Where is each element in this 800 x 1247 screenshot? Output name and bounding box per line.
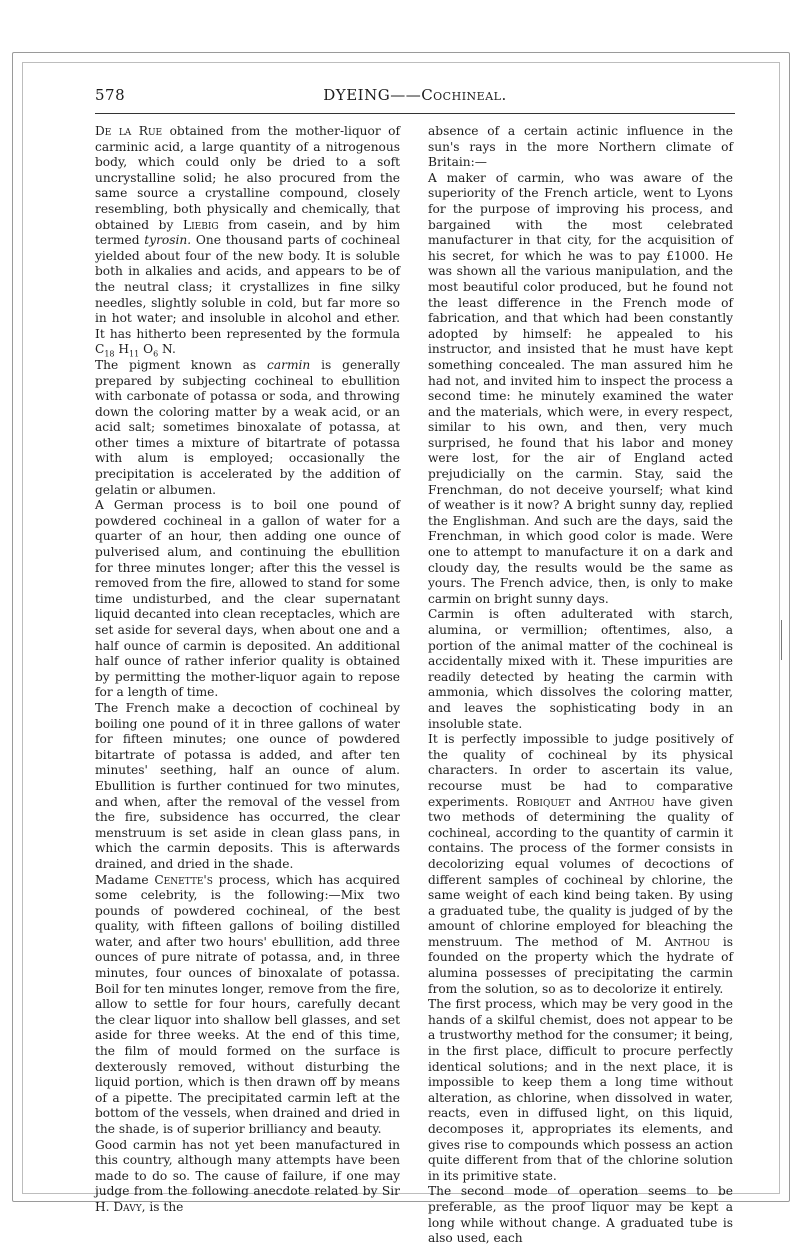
paragraph-good-carmin <box>95 1138 400 1216</box>
page-header <box>95 86 735 112</box>
formula-subscript: 18 <box>104 349 115 359</box>
text-run: The pigment known as <box>95 357 268 372</box>
text-run: It is perfectly impossible to judge positively of the quality of cochineal by its physical characters. In order to ascertain its value, recourse must be had to comparative experiments. <box>428 732 733 809</box>
paragraph-carmin-pigment <box>95 358 400 498</box>
author-name: Anthou <box>609 794 655 809</box>
paragraph-continuation: absence of a certain actinic influence in the sun's rays in the more Northern climate of Britain:— <box>428 124 733 170</box>
running-head <box>95 86 735 104</box>
italic-term: tyrosin. <box>144 233 192 248</box>
text-run: Good carmin has not yet been manufactured in this country, although many attempts have been made to do so. The cause of failure, if one may judge from the following anecdote related by Sir H. <box>95 1137 400 1214</box>
paragraph-cenette-process <box>95 873 400 1138</box>
text-run: , is the <box>141 1199 184 1214</box>
text-run: is founded on the property which the hydrate of alumina possesses of precipitating the carmin from the solution, so as to decolorize it entirely. <box>428 934 733 996</box>
left-column <box>95 124 400 1216</box>
page-edge-mark <box>777 620 782 660</box>
text-run: and <box>570 794 610 809</box>
paragraph-anecdote: A maker of carmin, who was aware of the superiority of the French article, went to Lyons for the purpose of improving his process, and bargained with the most celebrated manufacturer in that city, for the acquisition of his secret, for which he was to pay £1000. He was shown all the various manipulation, and the most beautiful color produced, but he found not the least difference in the French mode of fabrication, and that which had been constantly adopted by himself: he appealed to his instructor, and insisted that he must have kept something concealed. The man assured him he had not, and invited him to inspect the process a second time: he minutely examined the water and the materials, which were, in every respect, similar to his own, and then, very much surprised, he found that his labor and money were lost, for the air of England acted prejudicially on the carmin. Stay, said the Frenchman, do not deceive yourself; what kind of weather is it now? A bright sunny day, replied the Englishman. And such are the days, said the Frenchman, in which good color is made. Were one to attempt to manufacture it on a dark and cloudy day, the results would be the same as yours. The French advice, then, is only to make carmin on bright sunny days. <box>428 170 733 606</box>
formula-subscript: 6 <box>153 349 159 359</box>
italic-term: carmin <box>267 357 311 372</box>
running-head-main: DYEING <box>323 86 391 104</box>
paragraph-german-process: A German process is to boil one pound of powdered cochineal in a gallon of water for a quarter of an hour, then adding one ounce of pulverised alum, and continuing the ebullition for three minutes longer; after this the vessel is removed from the fire, allowed to stand for some time undisturbed, and the clear supernatant liquid decanted into clean receptacles, which are set aside for several days, when about one and a half ounce of carmin is deposited. An additional half ounce of rather inferior quality is obtained by permitting the mother-liquor again to repose for a length of time. <box>95 498 400 700</box>
author-name: De la Rue <box>95 124 163 138</box>
formula-element: O <box>139 342 154 357</box>
paragraph-de-la-rue <box>95 124 400 358</box>
text-run: from casein, and by him termed <box>95 217 400 248</box>
formula-subscript: 11 <box>129 349 140 359</box>
text-run: is generally prepared by subjecting cochineal to ebullition with carbonate of potassa or soda, and throwing down the coloring matter by a weak acid, or an acid salt; sometimes binoxalate of potassa, at other times a mixture of bitartrate of potassa with alum is employed; occasionally the precipitation is accelerated by the addition of gelatin or albumen. <box>95 357 401 497</box>
formula-element: N. <box>158 342 176 357</box>
text-run: One thousand parts of cochineal yielded about four of the new body. It is soluble both in alkalies and acids, and appears to be of the neutral class; it crystallizes in fine silky needles, slightly soluble in cold, but far more so in hot water; and insoluble in alcohol and ether. It has hitherto been represented by the formula C <box>95 233 400 357</box>
text-run: process, which has acquired some celebrity, is the following:—Mix two pounds of powdered cochineal, of the best quality, with fifteen gallons of boiling distilled water, and after two hours' ebullition, add three ounces of pure nitrate of potassa, and, in three minutes, four ounces of binoxalate of potassa. Boil for ten minutes longer, remove from the fire, allow to settle for four hours, carefully decant the clear liquor into shallow bell glasses, and set aside for three weeks. At the end of this time, the film of mould formed on the surface is dexterously removed, without disturbing the liquid portion, which is then drawn off by means of a pipette. The precipitated carmin left at the bottom of the vessels, when drained and dried in the shade, is of superior brilliancy and beauty. <box>95 872 400 1136</box>
author-name: Liebig <box>183 217 219 232</box>
author-name: Cenette's <box>154 872 213 887</box>
paragraph-quality-testing <box>428 732 733 997</box>
author-name: Davy <box>113 1199 142 1214</box>
paragraph-second-mode: The second mode of operation seems to be preferable, as the proof liquor may be kept a long while without change. A graduated tube is also used, each <box>428 1184 733 1246</box>
header-rule <box>95 113 735 114</box>
formula-element: H <box>114 342 130 357</box>
paragraph-adulteration: Carmin is often adulterated with starch, alumina, or vermillion; oftentimes, also, a portion of the animal matter of the cochineal is accidentally mixed with it. These impurities are readily detected by heating the carmin with ammonia, which dissolves the coloring matter, and leaves the sophisticating body in an insoluble state. <box>428 607 733 731</box>
page-number: 578 <box>95 86 126 104</box>
text-run: have given two methods of determining the quality of cochineal, according to the quantity of carmin it contains. The process of the former consists in decolorizing equal volumes of decoctions of different samples of cochineal by chlorine, the same weight of each kind being taken. By using a graduated tube, the quality is judged of by the amount of chlorine employed for bleaching the menstruum. The method of M. <box>428 794 733 949</box>
author-name: Anthou <box>664 934 711 949</box>
paragraph-first-process: The first process, which may be very good in the hands of a skilful chemist, does not appear to be a trustworthy method for the consumer; it being, in the first place, difficult to procure perfectly identical solutions; and in the next place, it is impossible to keep them a long time without alteration, as chlorine, when dissolved in water, reacts, even in diffused light, on this liquid, decomposes it, appropriates its elements, and gives rise to compounds which possess an action quite different from that of the chlorine solution in its primitive state. <box>428 997 733 1183</box>
running-head-dash: —— <box>390 86 422 104</box>
text-run: Madame <box>95 872 155 887</box>
author-name: Robiquet <box>516 794 571 809</box>
right-column <box>428 124 733 1247</box>
text-run: obtained from the mother-liquor of carminic acid, a large quantity of a nitrogenous body, which could only be dried to a soft uncrystalline solid; he also procured from the same source a crystalline compound, closely resembling, both physically and chemically, that obtained by <box>95 124 400 232</box>
running-head-sub: Cochineal. <box>421 86 507 104</box>
paragraph-french-process: The French make a decoction of cochineal by boiling one pound of it in three gallons of water for fifteen minutes; one ounce of powdered bitartrate of potassa is added, and after ten minutes' seething, half an ounce of alum. Ebullition is further continued for two minutes, and when, after the removal of the vessel from the fire, subsidence has occurred, the clear menstruum is set aside in clean glass pans, in which the carmin deposits. This is afterwards drained, and dried in the shade. <box>95 700 400 871</box>
